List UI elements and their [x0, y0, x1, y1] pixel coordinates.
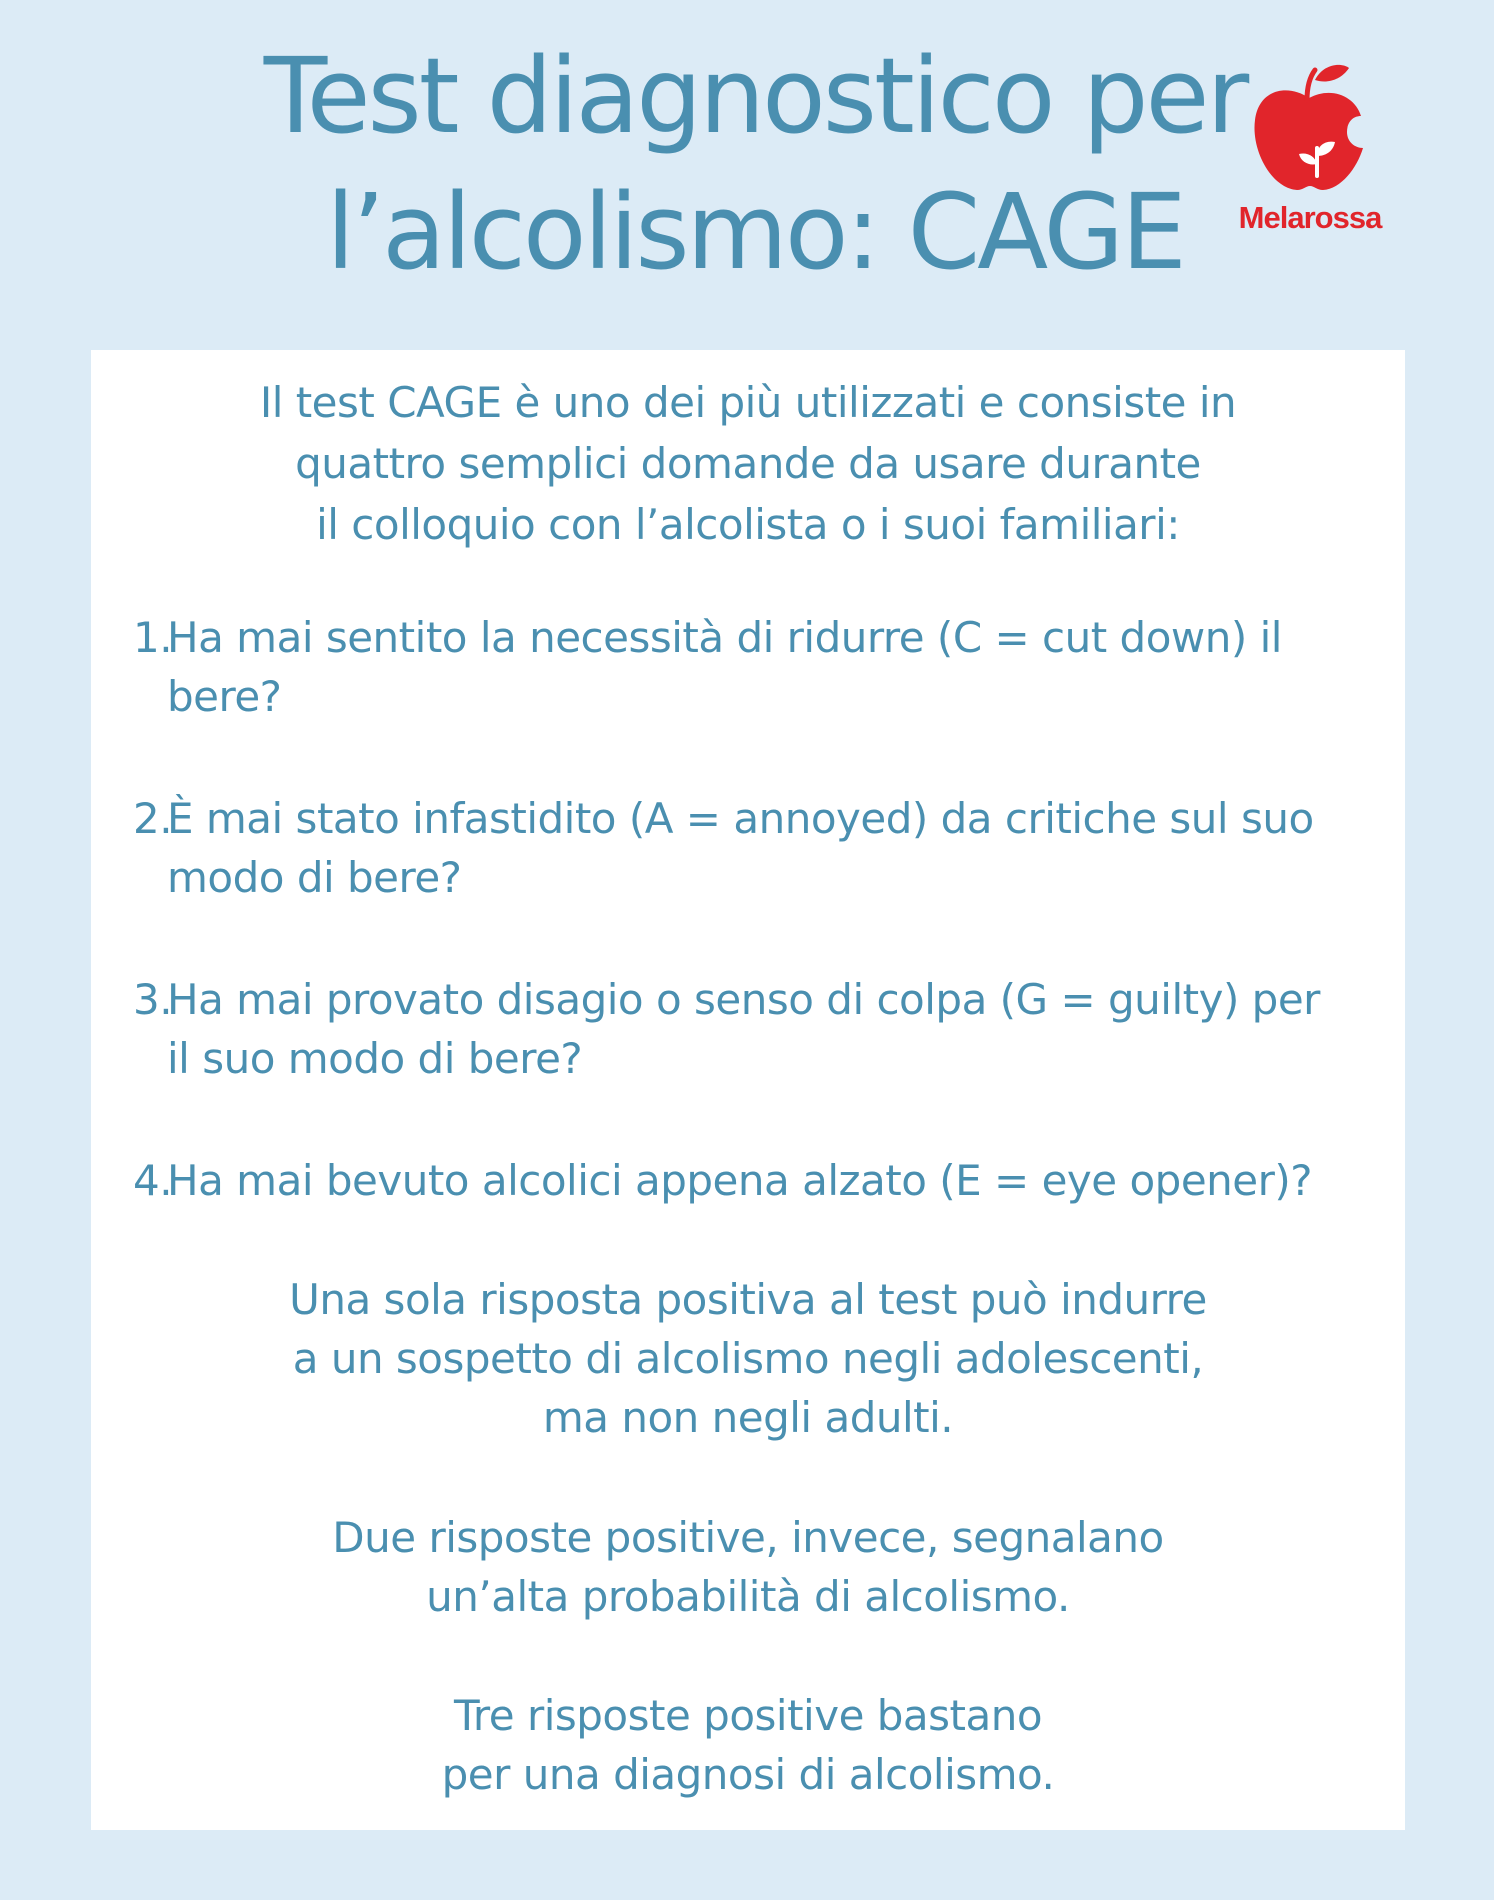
content-panel: [91, 350, 1405, 1830]
question-number: 2.: [133, 794, 173, 843]
note-line: Tre risposte positive bastano: [453, 1691, 1043, 1740]
note-one-positive: [91, 1270, 1405, 1447]
question-line: bere?: [167, 672, 282, 721]
question-text: [133, 608, 1383, 726]
question-item: [133, 970, 1383, 1151]
intro-line: il colloquio con l’alcolista o i suoi familiari:: [316, 500, 1180, 549]
note-line: Due risposte positive, invece, segnalano: [332, 1513, 1164, 1562]
intro-line: quattro semplici domande da usare durante: [295, 439, 1201, 488]
note-line: a un sospetto di alcolismo negli adolescenti,: [292, 1334, 1204, 1383]
note-line: ma non negli adulti.: [542, 1393, 954, 1442]
melarossa-logo: [1220, 58, 1400, 258]
question-line: Ha mai provato disagio o senso di colpa (G = guilty) per: [167, 975, 1320, 1024]
intro-text: [91, 372, 1405, 555]
question-number: 4.: [133, 1156, 173, 1205]
question-line: È mai stato infastidito (A = annoyed) da critiche sul suo: [167, 794, 1314, 843]
note-line: per una diagnosi di alcolismo.: [441, 1750, 1055, 1799]
page-title-line: l’alcolismo: CAGE: [326, 171, 1184, 293]
question-line: Ha mai sentito la necessità di ridurre (C = cut down) il: [167, 613, 1282, 662]
note-three-positive: [91, 1686, 1405, 1804]
question-line: il suo modo di bere?: [167, 1034, 583, 1083]
note-two-positive: [91, 1508, 1405, 1626]
question-line: Ha mai bevuto alcolici appena alzato (E = eye opener)?: [167, 1156, 1313, 1205]
page-title-line: Test diagnostico per: [263, 35, 1247, 157]
question-item: [133, 608, 1383, 789]
question-text: [133, 789, 1383, 907]
page-title: [150, 28, 1360, 300]
question-text: [133, 970, 1383, 1088]
intro-line: Il test CAGE è uno dei più utilizzati e consiste in: [259, 378, 1237, 427]
question-text: [133, 1151, 1383, 1210]
question-number: 3.: [133, 975, 173, 1024]
question-item: [133, 789, 1383, 970]
question-line: modo di bere?: [167, 853, 462, 902]
note-line: Una sola risposta positiva al test può indurre: [289, 1275, 1207, 1324]
question-number: 1.: [133, 613, 173, 662]
question-list: [133, 608, 1383, 1332]
apple-icon: [1245, 58, 1375, 194]
note-line: un’alta probabilità di alcolismo.: [426, 1572, 1070, 1621]
brand-name: Melarossa: [1238, 200, 1382, 235]
